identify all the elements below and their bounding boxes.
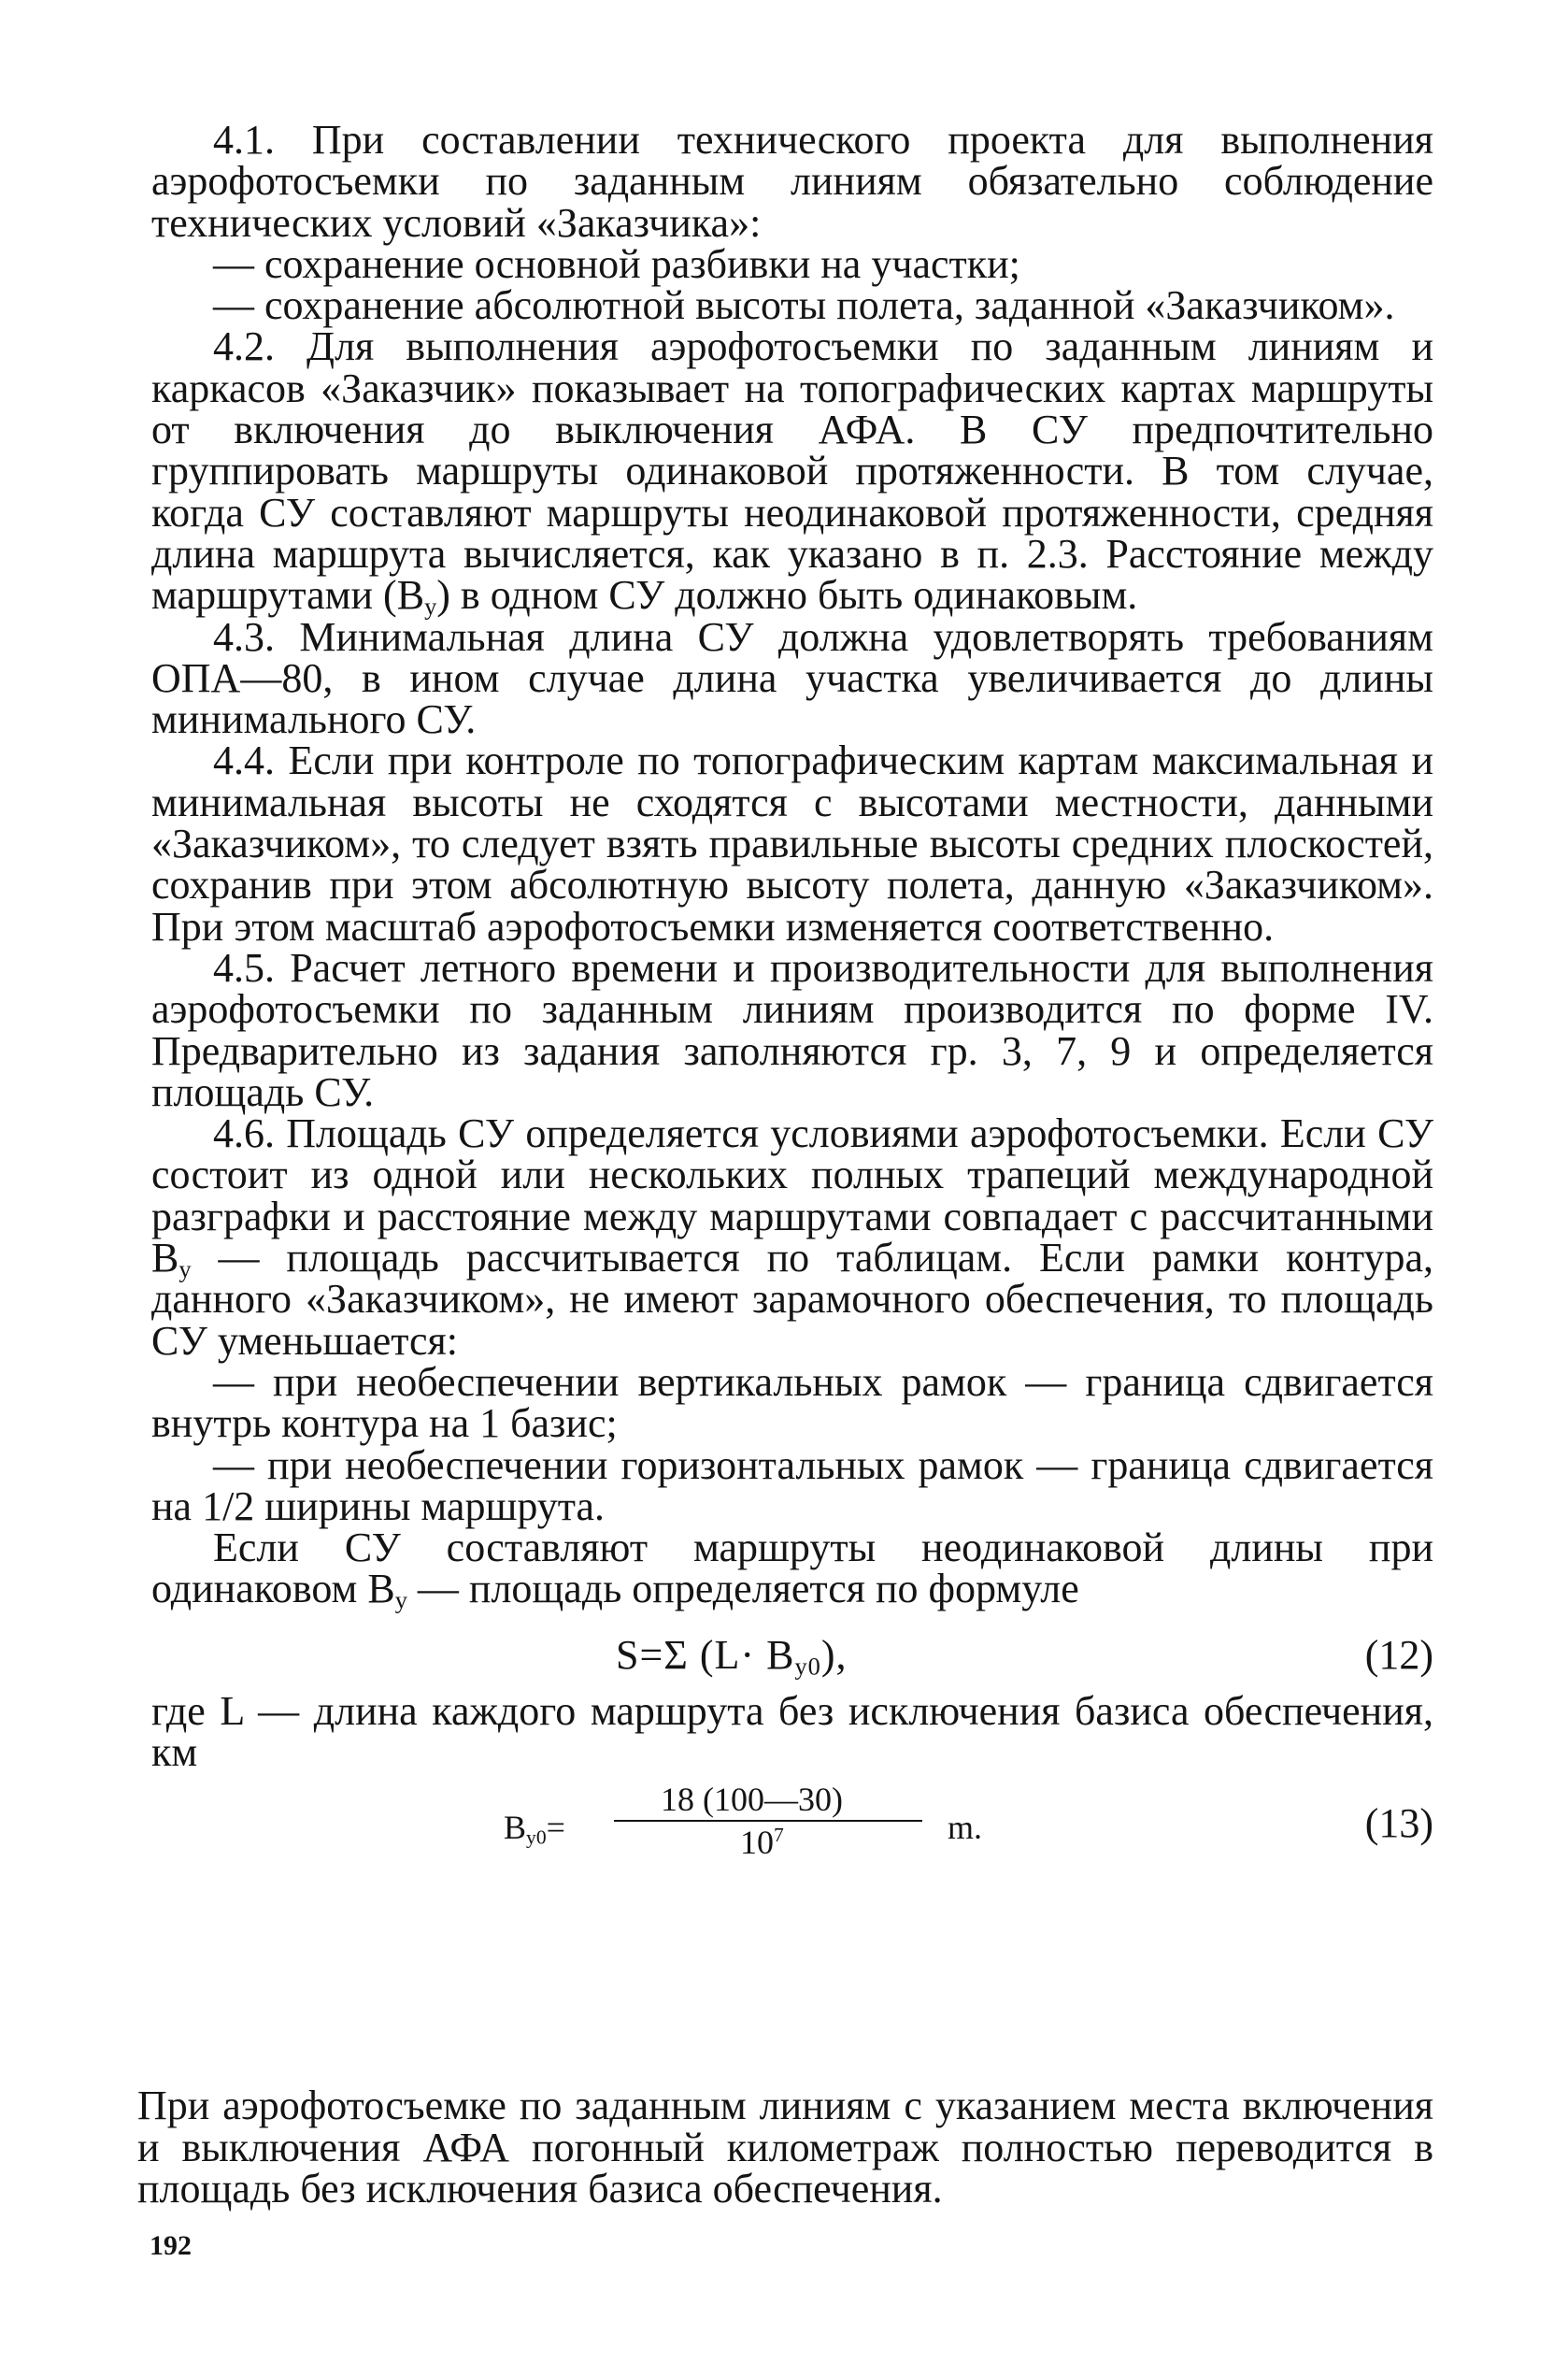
formula-13-numerator: 18 (100—30)	[661, 1781, 843, 1819]
paragraph-formula-intro: Если СУ составляют маршруты неодинаковой длины при одинаковом $B_y$ — площадь определяется по формуле	[151, 1525, 1433, 1614]
page-number: 192	[150, 2230, 192, 2261]
formula-13-number: (13)	[1364, 1800, 1433, 1847]
list-item: — сохранение абсолютной высоты полета, заданной «Заказчиком».	[213, 282, 1395, 329]
formula-12	[151, 1631, 1433, 1683]
paragraph-4-2: 4.2. Для выполнения аэрофотосъемки по заданным линиям и каркасов «Заказчик» показывает на топографических картах маршруты от включения до выключения АФА. В СУ предпочтительно группировать маршруты одинаковой протяженности. В том случае, когда СУ составляют маршруты неодинаковой протяженности, средняя длина маршрута вычисляется, как указано в п. 2.3. Расстояние между маршрутами $(B_y)$ в одном СУ должно быть одинаковым.	[151, 323, 1433, 621]
formula-12-number: (12)	[1364, 1631, 1433, 1678]
formula-13-unit: m.	[948, 1809, 983, 1847]
paragraph-4-3: 4.3. Минимальная длина СУ должна удовлетворять требованиям ОПА—80, в ином случае длина участка увеличивается до длины минимального СУ.	[151, 613, 1433, 743]
formula-13	[151, 1779, 1433, 1882]
closing-paragraph: При аэрофотосъемке по заданным линиям с указанием места включения и выключения АФА погонный километраж полностью переводится в площадь без исключения базиса обеспечения.	[137, 2083, 1433, 2212]
list-item: — сохранение основной разбивки на участки;	[213, 240, 1020, 287]
paragraph-4-1: 4.1. При составлении технического проекта для выполнения аэрофотосъемки по заданным линиям обязательно соблюдение технических условий «Заказчика»:	[151, 117, 1433, 246]
list-item: — при необеспечении горизонтальных рамок — граница сдвигается на 1/2 ширины маршрута.	[151, 1441, 1433, 1529]
paragraph-4-6: 4.6. Площадь СУ определяется условиями аэрофотосъемки. Если СУ состоит из одной или нескольких полных трапеций международной разграфки и расстояние между маршрутами совпадает с рассчитанными $B_y$ — площадь рассчитывается по таблицам. Если рамки контура, данного «Заказчиком», не имеют зарамочного обеспечения, то площадь СУ уменьшается:	[151, 1110, 1433, 1364]
formula-13-lhs: $B_{y0}=$	[504, 1809, 565, 1849]
list-item: — при необеспечении вертикальных рамок — граница сдвигается внутрь контура на 1 базис;	[151, 1358, 1433, 1447]
paragraph-4-5: 4.5. Расчет летного времени и производительности для выполнения аэрофотосъемки по заданным линиям производится по форме IV. Предварительно из задания заполняются гр. 3, 7, 9 и определяется площадь СУ.	[151, 944, 1433, 1115]
where-clause: где L — длина каждого маршрута без исключения базиса обеспечения, км	[151, 1687, 1433, 1775]
main-text	[151, 117, 1433, 1882]
formula-12-expression: S=Σ $(L\cdot B_{y0})$,	[616, 1631, 848, 1681]
formula-13-denominator: $10^7$	[740, 1824, 784, 1862]
paragraph-4-4: 4.4. Если при контроле по топографическим картам максимальная и минимальная высоты не сходятся с высотами местности, данными «Заказчиком», то следует взять правильные высоты средних плоскостей, сохранив при этом абсолютную высоту полета, данную «Заказчиком». При этом масштаб аэрофотосъемки изменяется соответственно.	[151, 737, 1433, 950]
